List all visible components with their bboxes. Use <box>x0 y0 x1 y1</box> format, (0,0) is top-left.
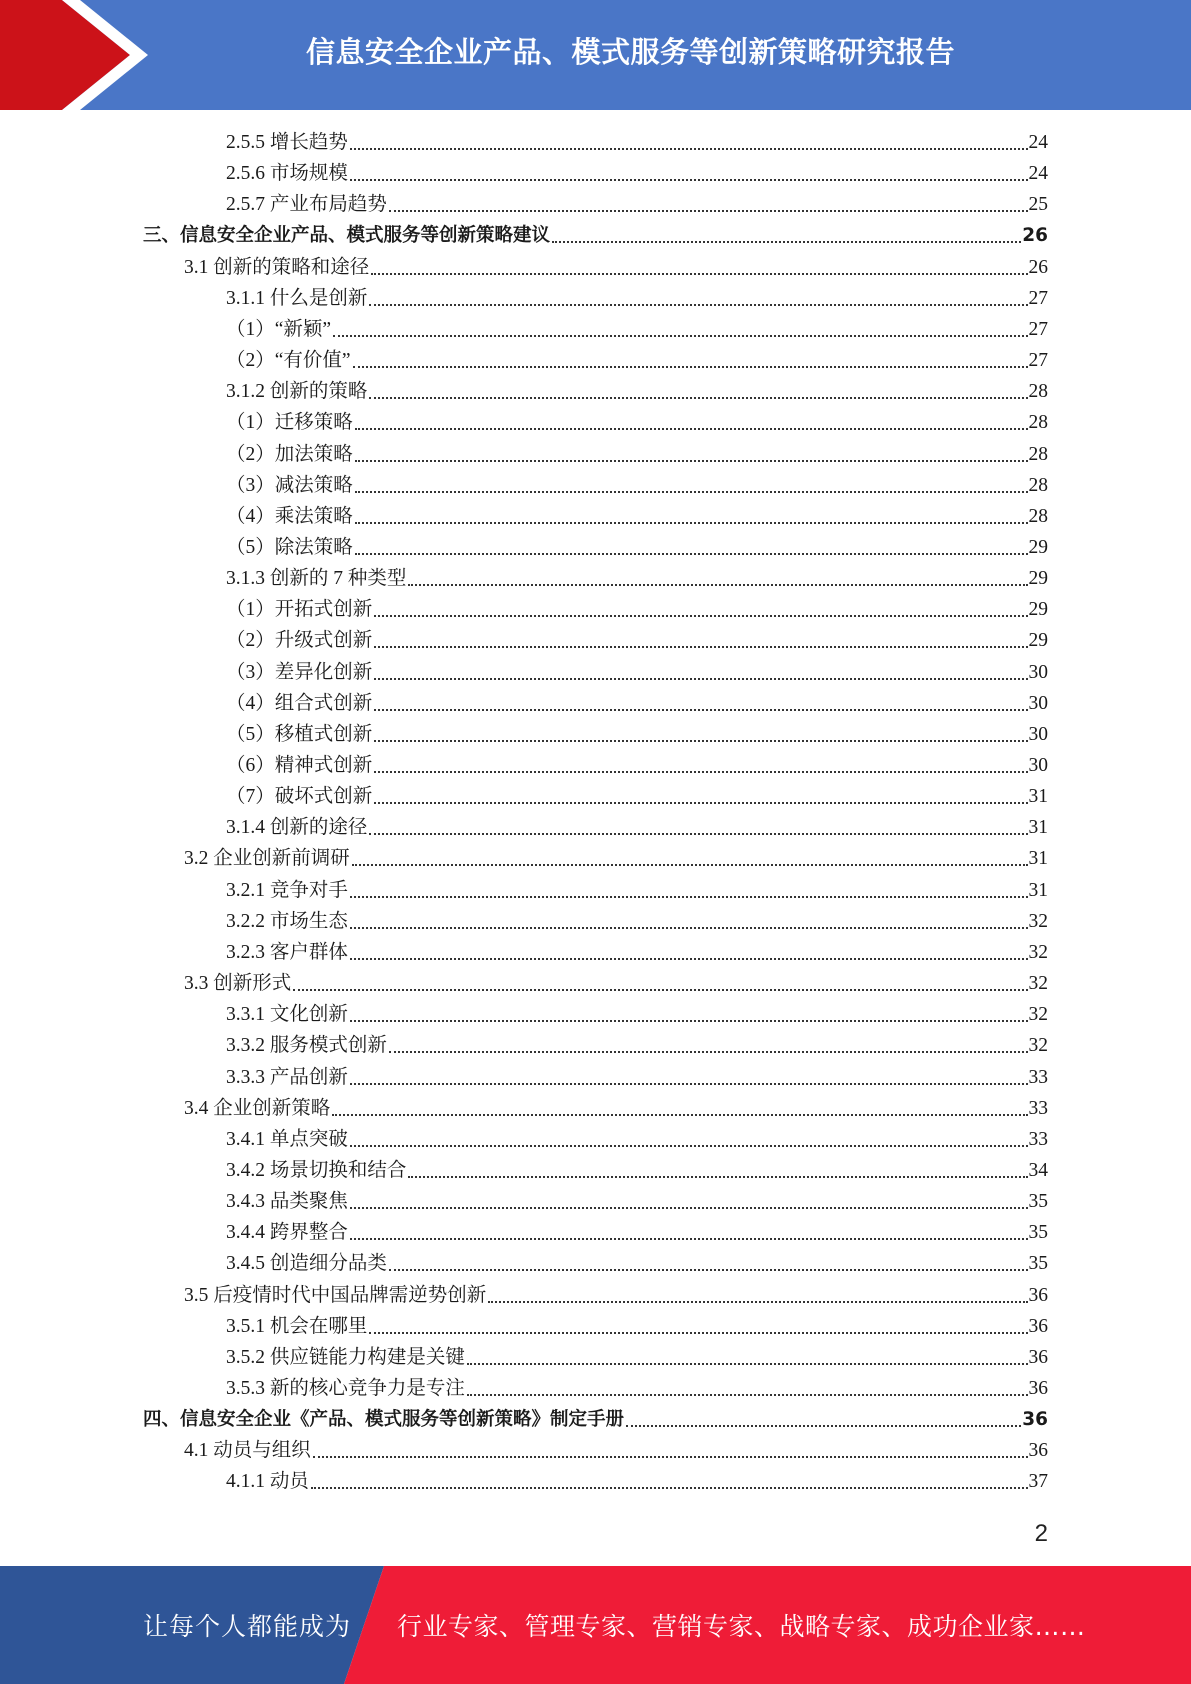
toc-entry[interactable] <box>226 1466 1048 1497</box>
toc-entry[interactable] <box>226 158 1048 189</box>
toc-entry-page: 33 <box>1028 1098 1048 1119</box>
toc-entry-label: （3）差异化创新 <box>226 662 373 683</box>
toc-leader-dots <box>355 490 1028 493</box>
toc-entry[interactable] <box>226 750 1048 781</box>
toc-entry-page: 24 <box>1028 163 1048 184</box>
toc-entry[interactable] <box>184 252 1048 283</box>
toc-entry-page: 26 <box>1022 225 1048 246</box>
toc-entry[interactable] <box>226 1155 1048 1186</box>
toc-leader-dots <box>350 147 1028 150</box>
toc-entry-label: 3.5.2 供应链能力构建是关键 <box>226 1347 465 1368</box>
toc-entry-label: 三、信息安全企业产品、模式服务等创新策略建议 <box>143 225 551 246</box>
toc-leader-dots <box>333 334 1027 337</box>
toc-leader-dots <box>350 1144 1028 1147</box>
toc-entry[interactable] <box>226 688 1048 719</box>
toc-leader-dots <box>355 521 1028 524</box>
toc-entry[interactable] <box>226 1217 1048 1248</box>
toc-leader-dots <box>626 1424 1021 1427</box>
toc-entry-label: 3.2.3 客户群体 <box>226 942 348 963</box>
toc-leader-dots <box>332 1113 1027 1116</box>
toc-leader-dots <box>311 1486 1028 1489</box>
toc-entry-page: 27 <box>1028 350 1048 371</box>
toc-entry[interactable] <box>226 314 1048 345</box>
toc-entry-page: 30 <box>1028 724 1048 745</box>
toc-entry-label: （1）迁移策略 <box>226 412 353 433</box>
toc-entry-label: 3.1.2 创新的策略 <box>226 381 368 402</box>
toc-entry[interactable] <box>226 532 1048 563</box>
toc-entry-label: （2）升级式创新 <box>226 630 373 651</box>
toc-entry-page: 35 <box>1028 1191 1048 1212</box>
toc-leader-dots <box>369 1331 1027 1334</box>
toc-entry[interactable] <box>226 439 1048 470</box>
toc-entry-page: 30 <box>1028 693 1048 714</box>
toc-entry-page: 31 <box>1028 848 1048 869</box>
toc-entry-label: （6）精神式创新 <box>226 755 373 776</box>
toc-leader-dots <box>369 832 1027 835</box>
toc-leader-dots <box>389 1268 1028 1271</box>
toc-entry-label: 3.3.1 文化创新 <box>226 1004 348 1025</box>
toc-entry-label: （4）组合式创新 <box>226 693 373 714</box>
toc-entry[interactable] <box>226 719 1048 750</box>
toc-entry-page: 30 <box>1028 662 1048 683</box>
toc-entry-label: 3.1 创新的策略和途径 <box>184 257 370 278</box>
toc-entry-page: 32 <box>1028 911 1048 932</box>
toc-entry-label: 2.5.5 增长趋势 <box>226 132 348 153</box>
toc-entry[interactable] <box>226 1311 1048 1342</box>
toc-entry-label: 3.1.4 创新的途径 <box>226 817 368 838</box>
toc-entry-page: 25 <box>1028 194 1048 215</box>
toc-leader-dots <box>350 1237 1028 1240</box>
toc-entry-label: （2）加法策略 <box>226 444 353 465</box>
toc-entry-label: 3.4.3 品类聚焦 <box>226 1191 348 1212</box>
toc-entry-label: 3.3 创新形式 <box>184 973 292 994</box>
toc-entry-label: （4）乘法策略 <box>226 506 353 527</box>
toc-leader-dots <box>350 178 1028 181</box>
toc-entry[interactable] <box>143 220 1048 251</box>
toc-leader-dots <box>374 645 1027 648</box>
toc-entry-page: 28 <box>1028 444 1048 465</box>
toc-entry-page: 31 <box>1028 880 1048 901</box>
toc-entry[interactable] <box>226 376 1048 407</box>
toc-entry-page: 30 <box>1028 755 1048 776</box>
toc-entry[interactable] <box>226 781 1048 812</box>
toc-entry-label: 4.1 动员与组织 <box>184 1440 311 1461</box>
toc-entry-page: 24 <box>1028 132 1048 153</box>
toc-entry-label: 2.5.6 市场规模 <box>226 163 348 184</box>
toc-entry-page: 27 <box>1028 288 1048 309</box>
page-number: 2 <box>1034 1520 1048 1547</box>
toc-entry-page: 36 <box>1028 1285 1048 1306</box>
toc-entry[interactable] <box>226 1124 1048 1155</box>
toc-entry-label: 3.5.3 新的核心竞争力是专注 <box>226 1378 465 1399</box>
page-header <box>0 0 1191 110</box>
toc-entry-page: 37 <box>1028 1471 1048 1492</box>
toc-entry-page: 33 <box>1028 1129 1048 1150</box>
toc-entry-page: 28 <box>1028 475 1048 496</box>
toc-entry-label: 3.2.1 竞争对手 <box>226 880 348 901</box>
toc-leader-dots <box>369 303 1027 306</box>
toc-leader-dots <box>389 1050 1028 1053</box>
toc-leader-dots <box>467 1362 1028 1365</box>
toc-entry[interactable] <box>184 1280 1048 1311</box>
toc-entry-page: 31 <box>1028 817 1048 838</box>
toc-entry[interactable] <box>226 999 1048 1030</box>
toc-entry-label: 2.5.7 产业布局趋势 <box>226 194 387 215</box>
toc-leader-dots <box>355 459 1028 462</box>
toc-entry[interactable] <box>226 407 1048 438</box>
toc-leader-dots <box>467 1393 1028 1396</box>
toc-entry[interactable] <box>226 127 1048 158</box>
toc-entry[interactable] <box>226 875 1048 906</box>
toc-leader-dots <box>352 863 1028 866</box>
toc-entry[interactable] <box>226 625 1048 656</box>
toc-entry-page: 36 <box>1028 1347 1048 1368</box>
toc-entry-page: 36 <box>1028 1440 1048 1461</box>
toc-leader-dots <box>293 988 1027 991</box>
toc-entry[interactable] <box>226 1342 1048 1373</box>
toc-entry-page: 29 <box>1028 537 1048 558</box>
toc-entry-label: （2）“有价值” <box>226 350 351 371</box>
toc-entry-page: 32 <box>1028 1004 1048 1025</box>
document-title: 信息安全企业产品、模式服务等创新策略研究报告 <box>305 34 955 69</box>
toc-entry-page: 32 <box>1028 942 1048 963</box>
toc-entry-label: 3.3.3 产品创新 <box>226 1067 348 1088</box>
toc-entry[interactable] <box>226 1062 1048 1093</box>
toc-leader-dots <box>369 396 1027 399</box>
toc-leader-dots <box>374 770 1027 773</box>
toc-leader-dots <box>374 614 1027 617</box>
toc-leader-dots <box>374 801 1027 804</box>
toc-entry-label: （3）减法策略 <box>226 475 353 496</box>
toc-entry-label: （5）除法策略 <box>226 537 353 558</box>
toc-entry[interactable] <box>226 283 1048 314</box>
toc-entry[interactable] <box>184 1093 1048 1124</box>
toc-entry-page: 36 <box>1028 1378 1048 1399</box>
toc-entry[interactable] <box>226 1186 1048 1217</box>
toc-entry[interactable] <box>226 812 1048 843</box>
toc-entry-page: 29 <box>1028 599 1048 620</box>
toc-entry-label: 3.1.1 什么是创新 <box>226 288 368 309</box>
toc-entry[interactable] <box>226 345 1048 376</box>
toc-entry[interactable] <box>226 189 1048 220</box>
toc-entry-page: 35 <box>1028 1253 1048 1274</box>
toc-entry[interactable] <box>226 906 1048 937</box>
toc-leader-dots <box>350 1206 1028 1209</box>
toc-leader-dots <box>389 209 1028 212</box>
toc-entry-label: 3.4 企业创新策略 <box>184 1098 331 1119</box>
toc-entry-label: 3.4.2 场景切换和结合 <box>226 1160 407 1181</box>
toc-entry-label: 3.4.5 创造细分品类 <box>226 1253 387 1274</box>
toc-leader-dots <box>355 552 1028 555</box>
toc-leader-dots <box>408 583 1027 586</box>
toc-entry-page: 28 <box>1028 381 1048 402</box>
toc-leader-dots <box>350 895 1028 898</box>
toc-entry-page: 36 <box>1028 1316 1048 1337</box>
toc-entry-label: 3.4.1 单点突破 <box>226 1129 348 1150</box>
toc-leader-dots <box>353 365 1028 368</box>
toc-entry[interactable] <box>226 1373 1048 1404</box>
toc-entry-page: 33 <box>1028 1067 1048 1088</box>
page-footer <box>0 1566 1191 1684</box>
toc-entry-page: 31 <box>1028 786 1048 807</box>
toc-entry-page: 36 <box>1022 1409 1048 1430</box>
toc-leader-dots <box>350 926 1028 929</box>
toc-leader-dots <box>355 427 1028 430</box>
toc-entry-page: 32 <box>1028 973 1048 994</box>
toc-entry-page: 29 <box>1028 630 1048 651</box>
toc-leader-dots <box>313 1455 1028 1458</box>
toc-entry-page: 34 <box>1028 1160 1048 1181</box>
toc-entry-label: 4.1.1 动员 <box>226 1471 309 1492</box>
toc-entry[interactable] <box>226 937 1048 968</box>
toc-entry-label: 3.5.1 机会在哪里 <box>226 1316 368 1337</box>
toc-entry[interactable] <box>226 470 1048 501</box>
toc-entry-page: 27 <box>1028 319 1048 340</box>
footer-slogan-left: 让每个人都能成为 <box>143 1612 352 1641</box>
toc-entry[interactable] <box>184 843 1048 874</box>
toc-entry-label: （7）破坏式创新 <box>226 786 373 807</box>
toc-entry-label: 3.1.3 创新的 7 种类型 <box>226 568 407 589</box>
toc-entry-label: 3.2 企业创新前调研 <box>184 848 350 869</box>
toc-entry-page: 29 <box>1028 568 1048 589</box>
toc-entry-label: 3.3.2 服务模式创新 <box>226 1035 387 1056</box>
toc-entry-label: 3.4.4 跨界整合 <box>226 1222 348 1243</box>
toc-leader-dots <box>371 272 1027 275</box>
toc-leader-dots <box>552 240 1021 243</box>
toc-leader-dots <box>350 1019 1028 1022</box>
toc-leader-dots <box>408 1175 1027 1178</box>
toc-entry[interactable] <box>226 594 1048 625</box>
toc-entry[interactable] <box>226 501 1048 532</box>
footer-slogan-right: 行业专家、管理专家、营销专家、战略专家、成功企业家…… <box>397 1612 1086 1641</box>
toc-entry[interactable] <box>226 657 1048 688</box>
toc-leader-dots <box>350 957 1028 960</box>
toc-entry-page: 28 <box>1028 412 1048 433</box>
toc-entry-page: 26 <box>1028 257 1048 278</box>
toc-entry-label: 3.5 后疫情时代中国品牌需逆势创新 <box>184 1285 487 1306</box>
toc-entry-page: 35 <box>1028 1222 1048 1243</box>
toc-leader-dots <box>374 708 1027 711</box>
toc-leader-dots <box>488 1300 1027 1303</box>
toc-entry[interactable] <box>184 968 1048 999</box>
toc-leader-dots <box>374 739 1027 742</box>
toc-entry[interactable] <box>226 1248 1048 1279</box>
toc-entry-label: （1）“新颖” <box>226 319 332 340</box>
toc-entry-label: 四、信息安全企业《产品、模式服务等创新策略》制定手册 <box>143 1409 625 1430</box>
toc-entry[interactable] <box>226 563 1048 594</box>
toc-entry-page: 28 <box>1028 506 1048 527</box>
toc-entry-label: 3.2.2 市场生态 <box>226 911 348 932</box>
toc-entry-label: （5）移植式创新 <box>226 724 373 745</box>
toc-entry[interactable] <box>184 1435 1048 1466</box>
toc-leader-dots <box>350 1082 1028 1085</box>
toc-leader-dots <box>374 677 1027 680</box>
toc-entry[interactable] <box>143 1404 1048 1435</box>
toc-entry-label: （1）开拓式创新 <box>226 599 373 620</box>
toc-entry[interactable] <box>226 1030 1048 1061</box>
toc-entry-page: 32 <box>1028 1035 1048 1056</box>
